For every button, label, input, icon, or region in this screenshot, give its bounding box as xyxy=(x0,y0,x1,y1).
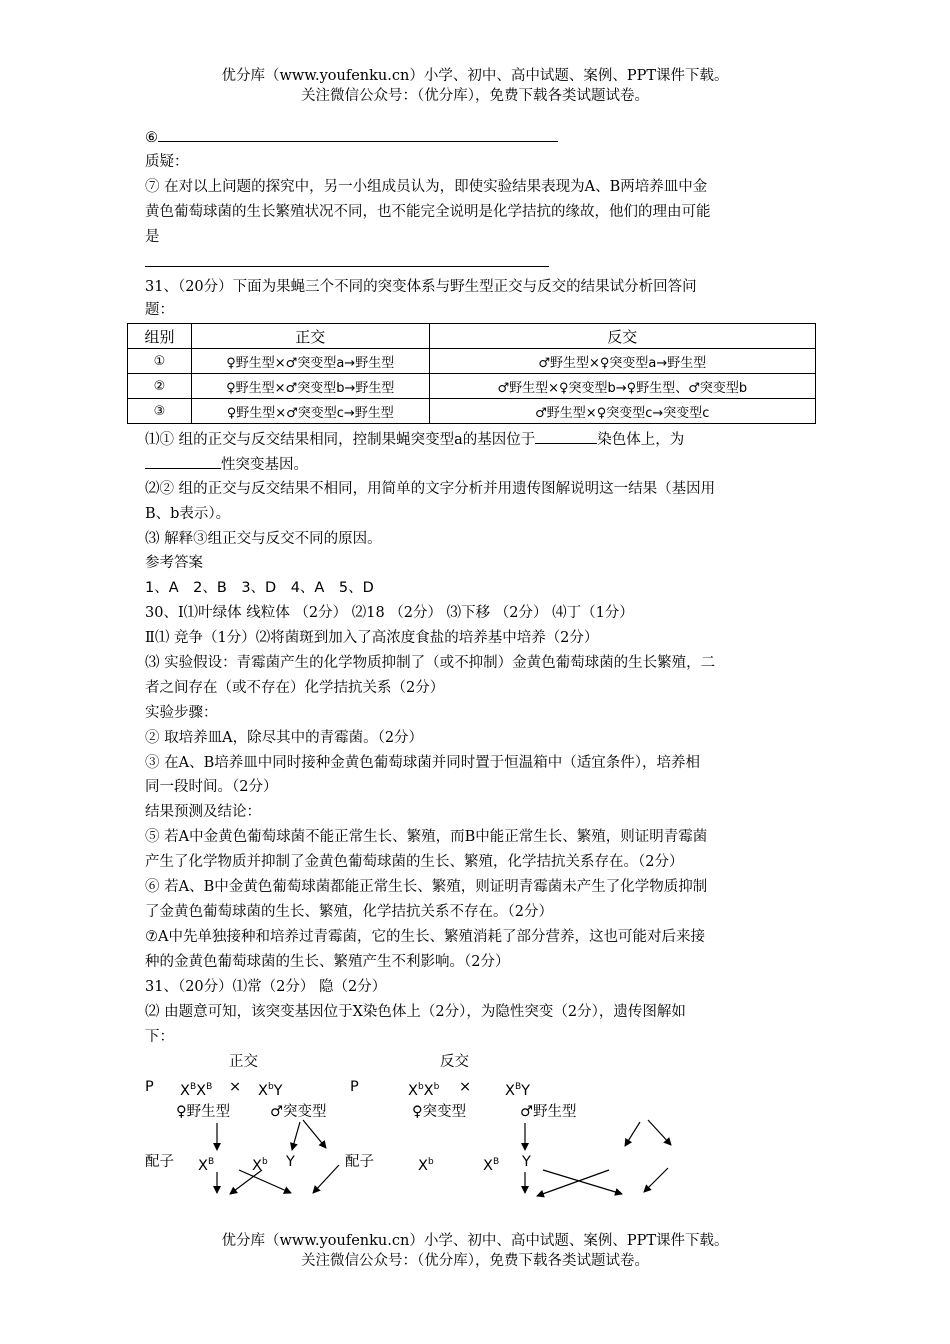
x: X xyxy=(252,1157,262,1174)
result-5a: ⑤ 若A中金黄色葡萄球菌不能正常生长、繁殖，而B中能正常生长、繁殖，则证明青霉菌 xyxy=(145,829,708,845)
answer-30-3b: 者之间存在（或不存在）化学拮抗关系（2分） xyxy=(145,680,445,696)
allele: b xyxy=(267,1082,274,1092)
arrow xyxy=(543,1170,622,1194)
answer-31-1: 31、（20分）⑴常（2分） 隐（2分） xyxy=(145,979,387,995)
y: Y xyxy=(521,1082,530,1099)
phenotype-female-mutant: ♀突变型 xyxy=(412,1104,467,1120)
result-6b: 了金黄色葡萄球菌的生长、繁殖，化学拮抗关系不存在。（2分） xyxy=(145,904,553,920)
cell-group: ① xyxy=(128,349,192,374)
y: Y xyxy=(273,1082,283,1099)
gamete-y: Y xyxy=(522,1154,531,1170)
cross-sign: × xyxy=(459,1079,472,1095)
gamete-label: 配子 xyxy=(345,1154,374,1170)
arrow xyxy=(644,1168,668,1192)
gamete-y: Y xyxy=(286,1154,295,1170)
result-7a: ⑦A中先单独接种和培养过青霉菌，它的生长、繁殖消耗了部分营养，这也可能对后来接 xyxy=(145,929,705,945)
query-label: 质疑： xyxy=(145,154,189,170)
cell-forward: ♀野生型×♂突变型a→野生型 xyxy=(191,349,429,374)
cell-forward: ♀野生型×♂突变型b→野生型 xyxy=(191,374,429,399)
allele: b xyxy=(427,1157,434,1167)
q31-intro-line-2: 题： xyxy=(145,302,174,318)
cell-forward: ♀野生型×♂突变型c→野生型 xyxy=(191,399,429,424)
cell-reverse: ♂野生型×♀突变型b→♀野生型、♂突变型b xyxy=(429,374,815,399)
allele: B xyxy=(189,1082,197,1092)
item-7-line-3: 是 xyxy=(145,229,160,245)
arrow xyxy=(292,1122,300,1150)
x: X xyxy=(505,1082,515,1099)
step-2: ② 取培养皿A，除尽其中的青霉菌。（2分） xyxy=(145,730,424,746)
arrow xyxy=(537,1170,609,1196)
item-7-line-2: 黄色葡萄球菌的生长繁殖状况不同，也不能完全说明是化学拮抗的缘故，他们的理由可能 xyxy=(145,204,711,220)
allele: b xyxy=(261,1157,268,1167)
step-3b: 同一段时间。（2分） xyxy=(145,779,278,795)
arrow xyxy=(625,1122,640,1146)
allele: b xyxy=(417,1082,424,1092)
x: X xyxy=(418,1157,428,1174)
cell-reverse: ♂野生型×♀突变型c→突变型c xyxy=(429,399,815,424)
cell-group: ② xyxy=(128,374,192,399)
answer-choice: 1、A 2、B 3、D 4、A 5、D xyxy=(145,580,374,596)
x: X xyxy=(483,1157,493,1174)
allele: B xyxy=(207,1157,215,1167)
answers-title: 参考答案 xyxy=(145,555,203,571)
cell-group: ③ xyxy=(128,399,192,424)
result-5b: 产生了化学物质并抑制了金黄色葡萄球菌的生长、繁殖，化学拮抗关系存在。（2分） xyxy=(145,854,684,870)
answer-30-1: 30、Ⅰ⑴叶绿体 线粒体 （2分） ⑵18 （2分） ⑶下移 （2分） ⑷丁（1分） xyxy=(145,605,634,621)
phenotype-male-wild: ♂野生型 xyxy=(520,1104,577,1120)
x: X xyxy=(408,1082,418,1099)
result-6a: ⑥ 若A、B中金黄色葡萄球菌都能正常生长、繁殖，则证明青霉菌未产生了化学物质抑制 xyxy=(145,879,708,895)
result-7b: 种的金黄色葡萄球菌的生长、繁殖产生不利影响。（2分） xyxy=(145,954,510,970)
x: X xyxy=(180,1082,190,1099)
sub1-text-b: 染色体上，为 xyxy=(597,432,685,448)
allele: b xyxy=(433,1082,440,1092)
parent-label: P xyxy=(350,1079,359,1095)
q31-sub3: ⑶ 解释③组正交与反交不同的原因。 xyxy=(145,531,382,547)
item-6-label: ⑥ xyxy=(145,130,158,146)
phenotype-male-mutant: ♂突变型 xyxy=(270,1104,327,1120)
arrow xyxy=(303,1120,326,1148)
allele: B xyxy=(514,1082,522,1092)
cross-sign: × xyxy=(229,1079,242,1095)
steps-label: 实验步骤： xyxy=(145,705,218,721)
allele: B xyxy=(206,1082,213,1092)
sub1-text-a: ⑴① 组的正交与反交结果相同，控制果蝇突变型a的基因位于 xyxy=(145,432,536,448)
header-reverse: 反交 xyxy=(429,324,815,349)
parent-label: P xyxy=(145,1079,154,1095)
result-label: 结果预测及结论： xyxy=(145,804,261,820)
header-line-2: 关注微信公众号：（优分库），免费下载各类试题试卷。 xyxy=(301,88,649,104)
allele: B xyxy=(492,1157,500,1167)
q31-sub2-line-2: B、b表示）。 xyxy=(145,506,231,522)
header-line-1: 优分库（www.youfenku.cn）小学、初中、高中试题、案例、PPT课件下载。 xyxy=(221,68,729,84)
sub1-text-c: 性突变基因。 xyxy=(221,457,308,473)
answer-31-2a: ⑵ 由题意可知，该突变基因位于X染色体上（2分），为隐性突变（2分），遗传图解如 xyxy=(145,1004,686,1020)
phenotype-female-wild: ♀野生型 xyxy=(176,1104,231,1120)
footer-line-1: 优分库（www.youfenku.cn）小学、初中、高中试题、案例、PPT课件下载。 xyxy=(221,1233,729,1249)
answer-31-2b: 下： xyxy=(145,1029,174,1045)
q31-sub2-line-1: ⑵② 组的正交与反交结果不相同，用简单的文字分析并用遗传图解说明这一结果（基因用 xyxy=(145,481,716,497)
x: X xyxy=(196,1082,207,1099)
gamete-label: 配子 xyxy=(145,1154,174,1170)
arrow xyxy=(313,1165,339,1193)
arrow xyxy=(648,1120,671,1145)
cell-reverse: ♂野生型×♀突变型a→野生型 xyxy=(429,349,815,374)
header-forward: 正交 xyxy=(191,324,429,349)
forward-cross-title: 正交 xyxy=(229,1054,258,1070)
reverse-cross-title: 反交 xyxy=(440,1054,469,1070)
footer-line-2: 关注微信公众号：（优分库），免费下载各类试题试卷。 xyxy=(301,1253,649,1269)
x: X xyxy=(198,1157,208,1174)
q31-intro-line-1: 31、（20分）下面为果蝇三个不同的突变体系与野生型正交与反交的结果试分析回答问 xyxy=(145,279,697,295)
step-3a: ③ 在A、B培养皿中同时接种金黄色葡萄球菌并同时置于恒温箱中（适宜条件），培养相 xyxy=(145,755,700,771)
header-group: 组别 xyxy=(128,324,192,349)
x: X xyxy=(258,1082,268,1099)
answer-30-3a: ⑶ 实验假设：青霉菌产生的化学物质抑制了（或不抑制）金黄色葡萄球菌的生长繁殖，二 xyxy=(145,655,716,671)
x: X xyxy=(423,1082,434,1099)
item-7-line-1: ⑦ 在对以上问题的探究中，另一小组成员认为，即使实验结果表现为A、B两培养皿中金 xyxy=(145,179,708,195)
answer-30-2: Ⅱ⑴ 竞争（1分）⑵将菌斑到加入了高浓度食盐的培养基中培养（2分） xyxy=(145,630,599,646)
